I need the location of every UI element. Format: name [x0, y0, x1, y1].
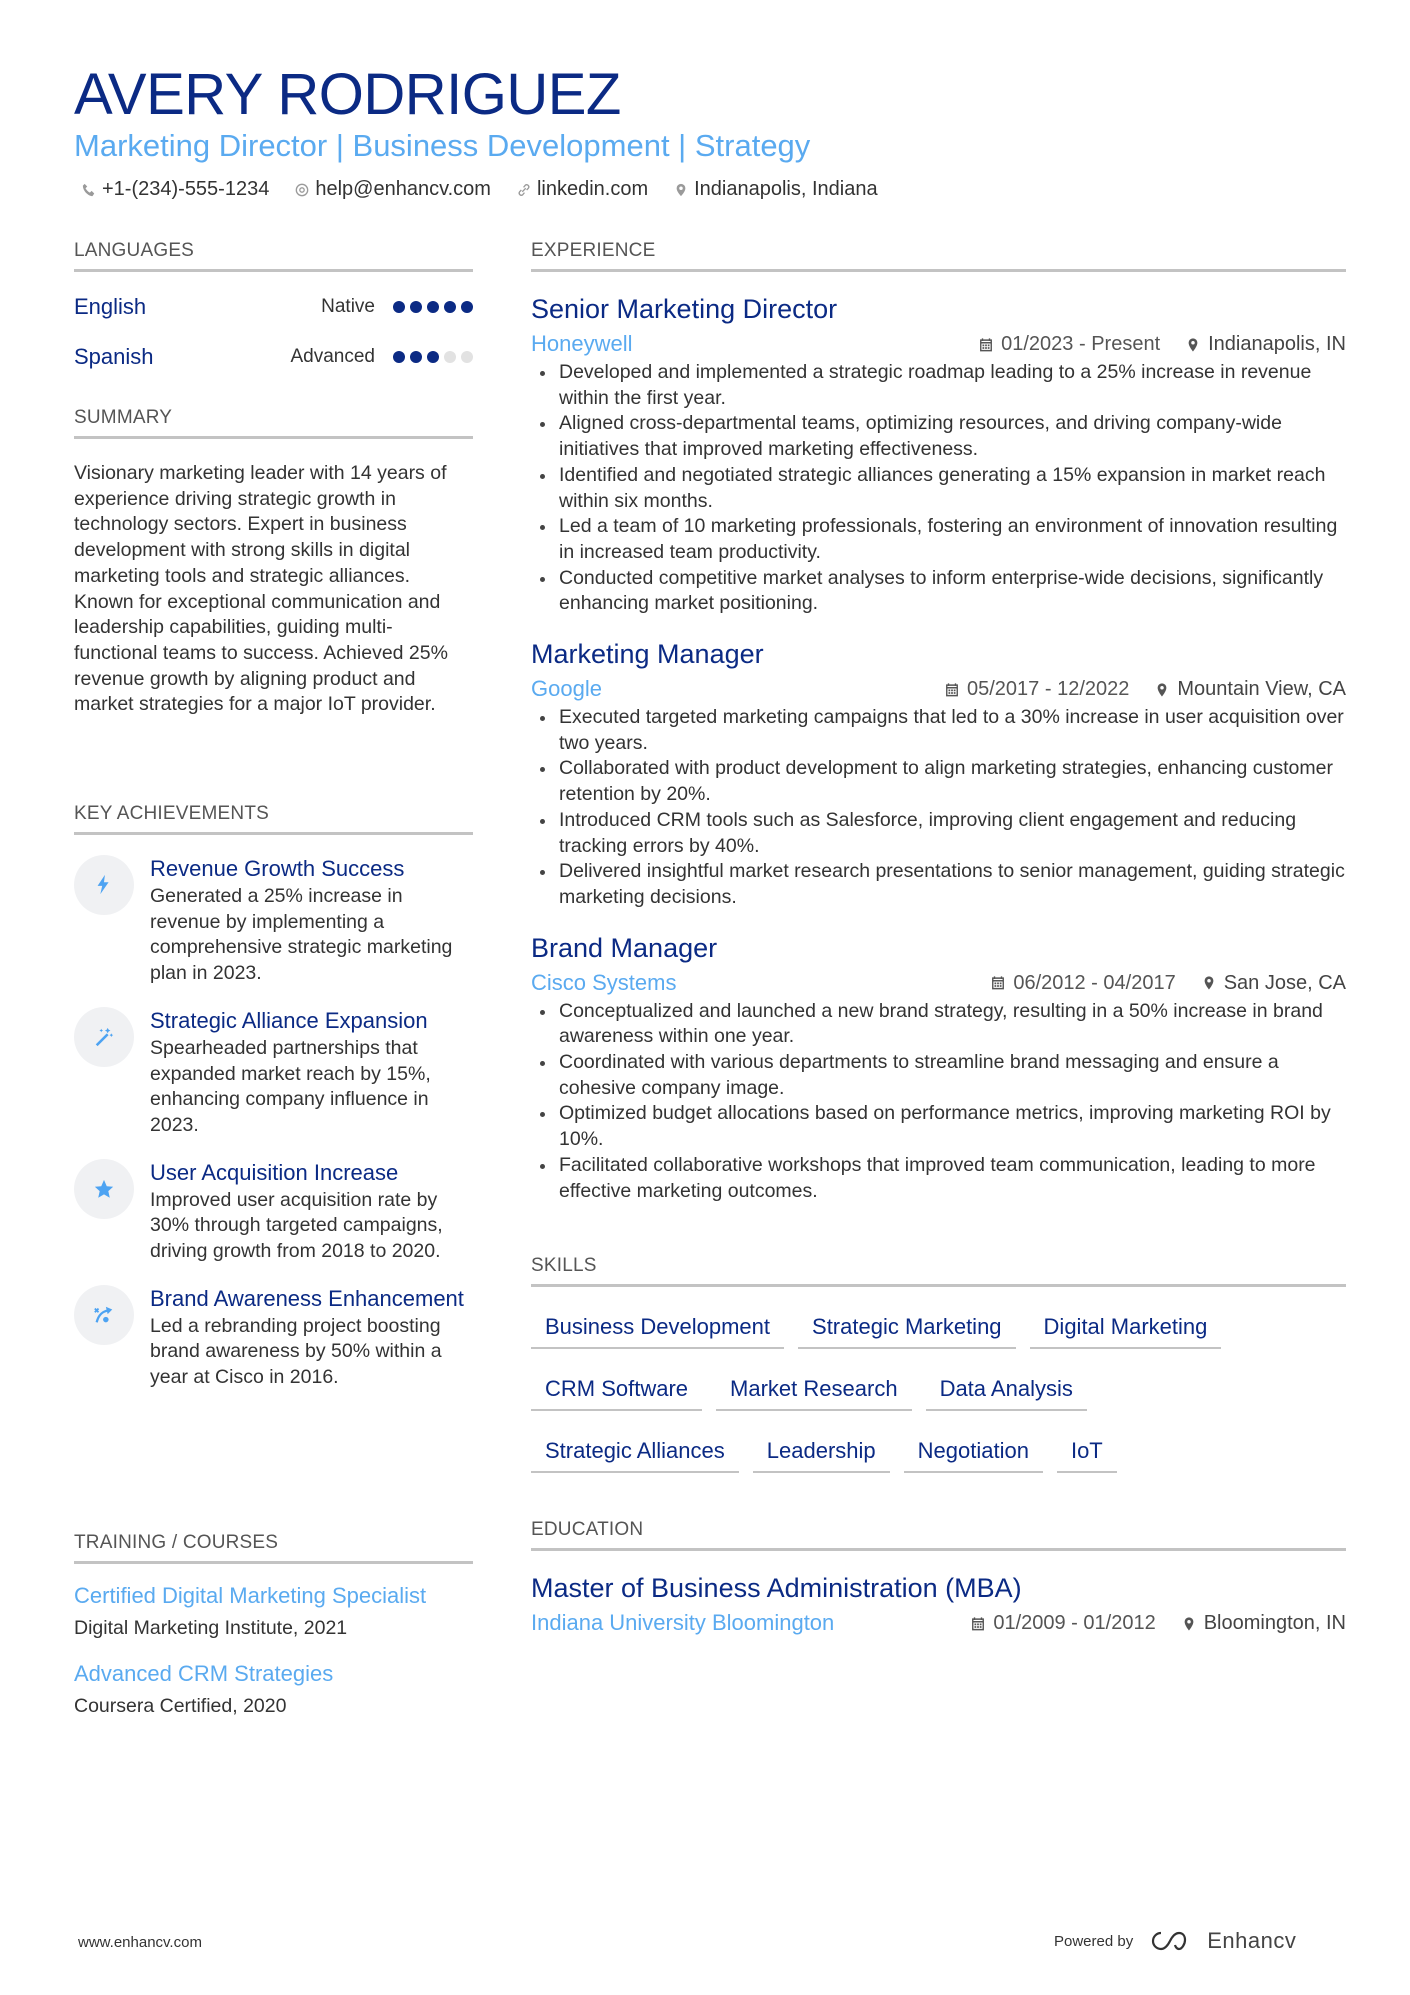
company-name: Google — [531, 676, 602, 702]
section-heading: KEY ACHIEVEMENTS — [74, 803, 473, 835]
course-provider: Coursera Certified, 2020 — [74, 1695, 287, 1717]
achievement-title: Strategic Alliance Expansion — [150, 1007, 428, 1033]
location-pin-icon — [1155, 681, 1169, 698]
footer-website[interactable]: www.enhancv.com — [78, 1934, 202, 1951]
achievement-item — [74, 1285, 473, 1391]
proficiency-dot — [461, 301, 473, 313]
date-text: 06/2012 - 04/2017 — [1013, 971, 1176, 994]
job-title: Brand Manager — [531, 932, 718, 963]
proficiency-dot — [393, 351, 405, 363]
footer-powered — [1054, 1928, 1296, 1954]
proficiency-dot — [461, 351, 473, 363]
skill-tag: Strategic Marketing — [798, 1309, 1016, 1349]
date-text: 01/2023 - Present — [1001, 333, 1161, 355]
meta-row — [531, 1609, 1346, 1637]
achievement-title: User Acquisition Increase — [150, 1159, 399, 1185]
job-title: Senior Marketing Director — [531, 294, 838, 324]
job-title: Marketing Manager — [531, 639, 764, 670]
bullet-list — [531, 999, 1346, 1205]
proficiency-dot — [444, 301, 456, 313]
meta-row — [531, 969, 1346, 997]
skill-tag: Market Research — [716, 1371, 912, 1411]
calendar-icon — [945, 681, 959, 698]
proficiency-dot — [427, 351, 439, 363]
achievement-body — [150, 1007, 473, 1139]
achievement-item — [74, 1007, 473, 1139]
achievement-item — [74, 1159, 473, 1265]
skill-tag: IoT — [1057, 1433, 1117, 1473]
skill-tag: Digital Marketing — [1030, 1309, 1222, 1349]
phone-icon — [82, 182, 96, 198]
skill-tag: Negotiation — [904, 1433, 1043, 1473]
location — [1155, 675, 1346, 703]
location — [1202, 969, 1346, 997]
skill-tag: Strategic Alliances — [531, 1433, 739, 1473]
school-name: Indiana University Bloomington — [531, 1610, 835, 1635]
company-name: Honeywell — [531, 331, 633, 356]
contact-bar — [82, 178, 878, 201]
bullet-item: Delivered insightful market research presentations to senior management, guiding strategic marketing decisions. — [531, 859, 1346, 910]
calendar-icon — [979, 336, 993, 353]
bullet-item: Executed targeted marketing campaigns that led to a 30% increase in user acquisition over two years. — [531, 705, 1346, 756]
bullet-item: Collaborated with product development to align marketing strategies, enhancing customer retention by 20%. — [531, 756, 1346, 807]
date-range — [991, 969, 1175, 997]
contact-email[interactable] — [295, 178, 491, 201]
date-range — [945, 675, 1129, 703]
proficiency-dot — [444, 351, 456, 363]
course-provider: Digital Marketing Institute, 2021 — [74, 1617, 348, 1639]
enhancv-logo-icon — [1147, 1929, 1193, 1953]
course-item — [74, 1660, 473, 1720]
date-range — [979, 330, 1160, 358]
skills-section — [531, 1255, 1346, 1495]
bullet-item: Optimized budget allocations based on performance metrics, improving marketing ROI by 10%. — [531, 1101, 1346, 1152]
contact-phone[interactable] — [82, 178, 269, 201]
achievement-description: Improved user acquisition rate by 30% through targeted campaigns, driving growth from 2018 to 2020. — [150, 1188, 443, 1263]
proficiency-dots — [393, 301, 473, 313]
section-heading: EXPERIENCE — [531, 240, 1346, 272]
education-entry — [531, 1571, 1346, 1637]
achievements-section — [74, 803, 473, 1391]
bullet-item: Developed and implemented a strategic roadmap leading to a 25% increase in revenue within the first year. — [531, 360, 1346, 411]
job-entry — [531, 637, 1346, 911]
section-heading: LANGUAGES — [74, 240, 473, 272]
achievement-body — [150, 1159, 473, 1265]
achievement-description: Spearheaded partnerships that expanded market reach by 15%, enhancing company influence in 2023. — [150, 1036, 431, 1136]
location — [1186, 330, 1346, 358]
proficiency-dot — [410, 351, 422, 363]
location-pin-icon — [1186, 336, 1200, 353]
bullet-item: Conceptualized and launched a new brand strategy, resulting in a 50% increase in brand awareness within one year. — [531, 999, 1346, 1050]
section-heading: EDUCATION — [531, 1519, 1346, 1551]
language-name: Spanish — [74, 344, 154, 369]
job-entry — [531, 931, 1346, 1205]
achievement-body — [150, 1285, 473, 1391]
candidate-title: Marketing Director | Business Development | Strategy — [74, 128, 811, 163]
language-name: English — [74, 294, 147, 319]
calendar-icon — [971, 1615, 985, 1632]
achievement-description: Generated a 25% increase in revenue by implementing a comprehensive strategic marketing plan in 2023. — [150, 885, 453, 985]
course-title: Advanced CRM Strategies — [74, 1661, 334, 1686]
email-text: help@enhancv.com — [315, 178, 491, 200]
enhancv-brand: Enhancv — [1207, 1928, 1297, 1953]
route-icon — [74, 1285, 134, 1345]
powered-by-text: Powered by — [1054, 1932, 1134, 1950]
summary-text: Visionary marketing leader with 14 years of experience driving strategic growth in technology sectors. Expert in business development with strong skills in digital marketing tools and strategic alliances. Known for exceptional communication and leadership capabilities, guiding multi-functional teams to success. Achieved 25% revenue growth by aligning product and market strategies for a major IoT provider. — [74, 462, 448, 716]
job-entry — [531, 292, 1346, 617]
skill-tag: Data Analysis — [926, 1371, 1087, 1411]
location-text: Bloomington, IN — [1203, 1612, 1346, 1634]
location-text: Indianapolis, Indiana — [694, 178, 878, 200]
achievement-item — [74, 855, 473, 987]
location-pin-icon — [1182, 1615, 1196, 1632]
meta-row — [531, 675, 1346, 703]
proficiency-dot — [410, 301, 422, 313]
location-pin-icon — [674, 182, 688, 198]
proficiency-dots — [393, 351, 473, 363]
section-heading: SKILLS — [531, 1255, 1346, 1287]
star-icon — [74, 1159, 134, 1219]
languages-section — [74, 240, 473, 382]
language-level: Advanced — [290, 346, 375, 367]
phone-text: +1-(234)-555-1234 — [102, 178, 270, 200]
company-name: Cisco Systems — [531, 969, 677, 995]
meta-row — [531, 330, 1346, 358]
location-text: Indianapolis, IN — [1208, 333, 1346, 355]
course-title: Certified Digital Marketing Specialist — [74, 1583, 427, 1608]
bullet-list — [531, 705, 1346, 911]
summary-section — [74, 407, 473, 718]
bullet-item: Led a team of 10 marketing professionals, fostering an environment of innovation resulting in increased team productivity. — [531, 514, 1346, 565]
date-text: 05/2017 - 12/2022 — [967, 678, 1130, 701]
skill-tag: Leadership — [753, 1433, 890, 1473]
language-row — [74, 332, 473, 382]
achievement-body — [150, 855, 473, 987]
skill-tag: Business Development — [531, 1309, 784, 1349]
achievement-title: Brand Awareness Enhancement — [150, 1285, 464, 1311]
skill-tag: CRM Software — [531, 1371, 702, 1411]
bullet-item: Facilitated collaborative workshops that improved team communication, leading to more effective marketing outcomes. — [531, 1153, 1346, 1204]
language-row — [74, 282, 473, 332]
link-icon — [517, 182, 531, 198]
proficiency-dot — [427, 301, 439, 313]
training-section — [74, 1532, 473, 1738]
bullet-item: Coordinated with various departments to streamline brand messaging and ensure a cohesive company image. — [531, 1050, 1346, 1101]
location-text: Mountain View, CA — [1177, 678, 1346, 701]
achievement-title: Revenue Growth Success — [150, 856, 405, 881]
magic-wand-icon — [74, 1007, 134, 1067]
achievement-description: Led a rebranding project boosting brand awareness by 50% within a year at Cisco in 2016. — [150, 1314, 442, 1389]
bullet-item: Introduced CRM tools such as Salesforce, improving client engagement and reducing tracking errors by 40%. — [531, 808, 1346, 859]
education-section — [531, 1519, 1346, 1637]
proficiency-dot — [393, 301, 405, 313]
lightning-icon — [74, 855, 134, 915]
bullet-list — [531, 360, 1346, 617]
linkedin-text: linkedin.com — [536, 178, 649, 200]
section-heading: SUMMARY — [74, 407, 473, 439]
location-pin-icon — [1202, 974, 1216, 991]
experience-section — [531, 240, 1346, 1204]
bullet-item: Identified and negotiated strategic alliances generating a 15% expansion in market reach within six months. — [531, 463, 1346, 514]
degree-title: Master of Business Administration (MBA) — [531, 1573, 1022, 1603]
course-item — [74, 1582, 473, 1642]
date-range — [971, 1609, 1155, 1637]
location — [1182, 1609, 1346, 1637]
language-level: Native — [321, 296, 375, 317]
at-icon — [295, 182, 309, 198]
date-text: 01/2009 - 01/2012 — [993, 1612, 1156, 1634]
contact-linkedin[interactable] — [517, 178, 648, 201]
contact-location — [674, 178, 877, 201]
calendar-icon — [991, 974, 1005, 991]
candidate-name: AVERY RODRIGUEZ — [74, 62, 621, 127]
bullet-item: Conducted competitive market analyses to inform enterprise-wide decisions, significantly enhancing market positioning. — [531, 566, 1346, 617]
bullet-item: Aligned cross-departmental teams, optimizing resources, and driving company-wide initiatives that improved marketing effectiveness. — [531, 411, 1346, 462]
location-text: San Jose, CA — [1223, 971, 1346, 994]
section-heading: TRAINING / COURSES — [74, 1532, 473, 1564]
